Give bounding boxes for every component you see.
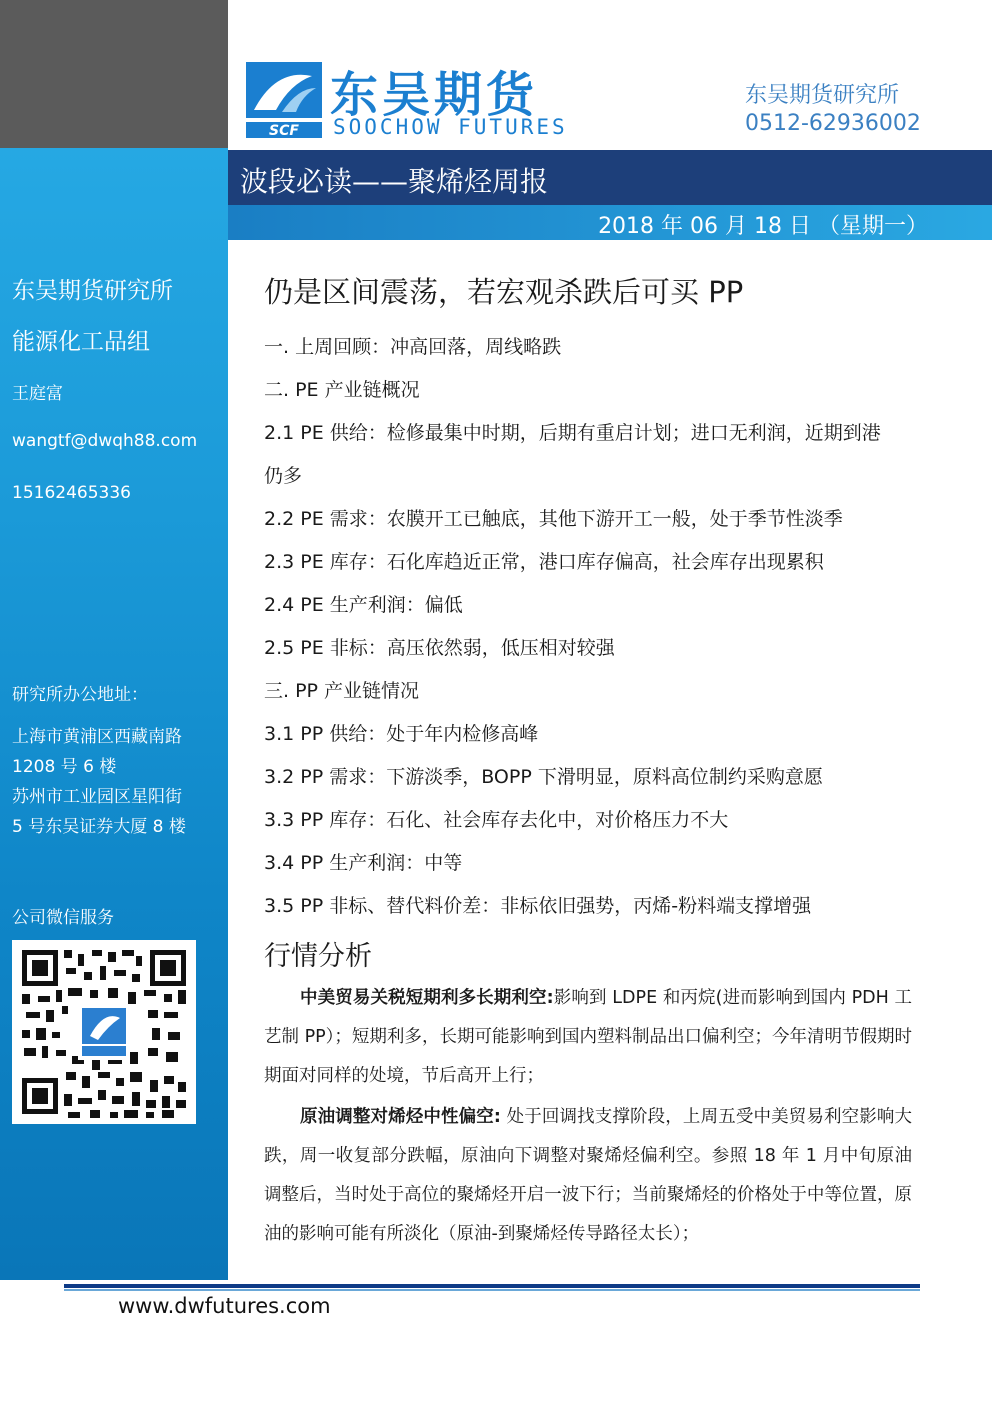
- toc-item: 仍多: [264, 465, 303, 487]
- paragraph-body: 处于回调找支撑阶段，上周五受中美贸易利空影响大跌，周一收复部分跌幅，原油向下调整对聚烯烃偏利空。参照 18 年 1 月中旬原油调整后，当时处于高位的聚烯烃开启一波下行；当前聚烯烃的价格处于中等位置，原油的影响可能有所淡化（原油-到聚烯烃传导路径太长）；: [264, 1107, 913, 1244]
- footer-divider-light: [64, 1289, 920, 1291]
- analyst-name: 王庭富: [12, 384, 63, 404]
- footer-divider: [64, 1284, 920, 1288]
- address-line: 5 号东吴证券大厦 8 楼: [12, 817, 186, 837]
- sidebar: [0, 0, 228, 1280]
- address-line: 苏州市工业园区星阳街: [12, 787, 182, 807]
- toc-item: 3.4 PP 生产利润：中等: [264, 852, 463, 874]
- toc-item: 3.2 PP 需求：下游淡季，BOPP 下滑明显，原料高位制约采购意愿: [264, 766, 823, 788]
- company-logo-icon: [246, 62, 322, 138]
- sidebar-org: 东吴期货研究所: [12, 278, 173, 304]
- report-title: 波段必读——聚烯烃周报: [240, 165, 549, 198]
- analysis-paragraph: [264, 979, 912, 1096]
- footer-website-link[interactable]: www.dwfutures.com: [118, 1294, 331, 1318]
- toc-item: 2.5 PE 非标：高压依然弱，低压相对较强: [264, 637, 615, 659]
- institute-phone: 0512-62936002: [745, 111, 921, 136]
- report-title-bar: [228, 150, 992, 205]
- section-title: 行情分析: [264, 941, 372, 972]
- address-line: 1208 号 6 楼: [12, 757, 117, 777]
- analyst-phone: 15162465336: [12, 483, 131, 503]
- address-label: 研究所办公地址：: [12, 685, 148, 705]
- toc-item: 二. PE 产业链概况: [264, 379, 420, 401]
- toc-item: 2.4 PE 生产利润：偏低: [264, 594, 463, 616]
- paragraph-lead: 原油调整对烯烃中性偏空:: [300, 1107, 501, 1127]
- toc-item: 2.3 PE 库存：石化库趋近正常，港口库存偏高，社会库存出现累积: [264, 551, 824, 573]
- paragraph-body: 影响到 LDPE 和丙烷(进而影响到国内 PDH 工艺制 PP）；短期利多，长期可能影响到国内塑料制品出口偏利空；今年清明节假期时期面对同样的处境，节后高开上行；: [264, 988, 912, 1086]
- toc-item: 2.2 PE 需求：农膜开工已触底，其他下游开工一般，处于季节性淡季: [264, 508, 843, 530]
- wechat-qr-code[interactable]: [12, 940, 196, 1124]
- toc-item: 三. PP 产业链情况: [264, 680, 420, 702]
- analyst-email[interactable]: wangtf@dwqh88.com: [12, 431, 198, 451]
- institute-name: 东吴期货研究所: [745, 83, 900, 108]
- toc-item: 3.5 PP 非标、替代料价差：非标依旧强势，丙烯-粉料端支撑增强: [264, 895, 812, 917]
- toc-item: 一. 上周回顾：冲高回落，周线略跌: [264, 336, 562, 358]
- report-date: 2018 年 06 月 18 日 （星期一）: [598, 214, 928, 239]
- wechat-label: 公司微信服务: [12, 908, 114, 928]
- address-block: [12, 722, 186, 842]
- brand-name-cn: 东吴期货: [330, 67, 539, 123]
- report-date-bar: [228, 205, 992, 240]
- report-headline: 仍是区间震荡，若宏观杀跌后可买 PP: [264, 275, 744, 309]
- toc-item: 3.1 PP 供给：处于年内检修高峰: [264, 723, 539, 745]
- sidebar-group: 能源化工品组: [12, 329, 150, 355]
- logo-mark-text: SCF: [269, 123, 299, 138]
- paragraph-lead: 中美贸易关税短期利多长期利空:: [300, 988, 554, 1008]
- analysis-paragraph: [264, 1098, 912, 1254]
- sidebar-top-block: [0, 0, 228, 148]
- toc-item: 3.3 PP 库存：石化、社会库存去化中，对价格压力不大: [264, 809, 729, 831]
- toc-item: 2.1 PE 供给：检修最集中时期，后期有重启计划；进口无利润，近期到港: [264, 422, 881, 444]
- address-line: 上海市黄浦区西藏南路: [12, 727, 182, 747]
- brand-name-en: SOOCHOW FUTURES: [333, 115, 568, 139]
